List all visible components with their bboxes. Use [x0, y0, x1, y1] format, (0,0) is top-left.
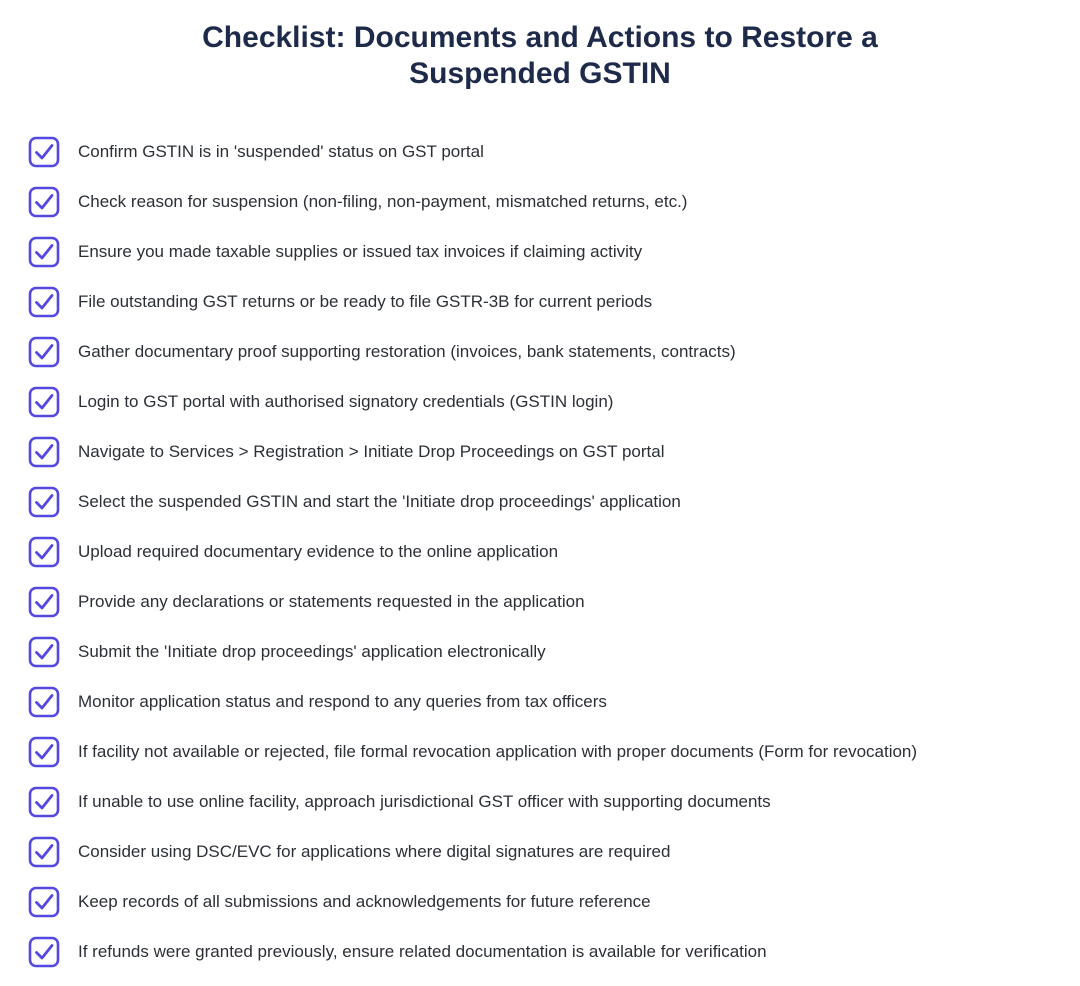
- checked-checkbox-icon[interactable]: [28, 936, 60, 968]
- checklist-item-9: [28, 536, 1068, 568]
- checklist-item-label: Check reason for suspension (non-filing, non-payment, mismatched returns, etc.): [78, 192, 688, 211]
- checklist-item-label: Consider using DSC/EVC for applications where digital signatures are required: [78, 842, 671, 861]
- checked-checkbox-icon[interactable]: [28, 286, 60, 318]
- checklist-item-10: [28, 586, 1068, 618]
- checklist-item-label: If unable to use online facility, approach jurisdictional GST officer with supporting documents: [78, 792, 771, 811]
- checked-checkbox-icon[interactable]: [28, 386, 60, 418]
- checklist-item-3: [28, 236, 1068, 268]
- checked-checkbox-icon[interactable]: [28, 136, 60, 168]
- checklist-item-4: [28, 286, 1068, 318]
- checklist-item-6: [28, 386, 1068, 418]
- checked-checkbox-icon[interactable]: [28, 486, 60, 518]
- checklist-item-17: [28, 936, 1068, 968]
- checklist-item-13: [28, 736, 1068, 768]
- checked-checkbox-icon[interactable]: [28, 436, 60, 468]
- checklist-item-label: If refunds were granted previously, ensure related documentation is available for verification: [78, 942, 767, 961]
- checklist-item-11: [28, 636, 1068, 668]
- checklist-item-label: Submit the 'Initiate drop proceedings' application electronically: [78, 642, 546, 661]
- checklist-item-label: Select the suspended GSTIN and start the 'Initiate drop proceedings' application: [78, 492, 681, 511]
- checked-checkbox-icon[interactable]: [28, 886, 60, 918]
- checklist-item-12: [28, 686, 1068, 718]
- page-title: [0, 20, 1080, 92]
- checklist-item-label: Login to GST portal with authorised signatory credentials (GSTIN login): [78, 392, 614, 411]
- checklist-item-2: [28, 186, 1068, 218]
- checklist-item-1: [28, 136, 1068, 168]
- checklist-item-label: Provide any declarations or statements requested in the application: [78, 592, 585, 611]
- checklist-item-label: Navigate to Services > Registration > Initiate Drop Proceedings on GST portal: [78, 442, 665, 461]
- checked-checkbox-icon[interactable]: [28, 186, 60, 218]
- checked-checkbox-icon[interactable]: [28, 536, 60, 568]
- checked-checkbox-icon[interactable]: [28, 336, 60, 368]
- checklist-item-label: Gather documentary proof supporting restoration (invoices, bank statements, contracts): [78, 342, 736, 361]
- checklist-item-label: Keep records of all submissions and acknowledgements for future reference: [78, 892, 651, 911]
- checklist-item-label: File outstanding GST returns or be ready to file GSTR-3B for current periods: [78, 292, 653, 311]
- checked-checkbox-icon[interactable]: [28, 636, 60, 668]
- checked-checkbox-icon[interactable]: [28, 586, 60, 618]
- checklist-item-7: [28, 436, 1068, 468]
- checklist-item-15: [28, 836, 1068, 868]
- checklist-item-14: [28, 786, 1068, 818]
- checked-checkbox-icon[interactable]: [28, 686, 60, 718]
- checklist-item-label: Upload required documentary evidence to the online application: [78, 542, 559, 561]
- checklist-item-5: [28, 336, 1068, 368]
- checklist: [28, 136, 1068, 986]
- checklist-item-label: Confirm GSTIN is in 'suspended' status on GST portal: [78, 142, 484, 161]
- checklist-item-16: [28, 886, 1068, 918]
- checked-checkbox-icon[interactable]: [28, 786, 60, 818]
- checklist-item-8: [28, 486, 1068, 518]
- page-title-line-1: Checklist: Documents and Actions to Restore a: [202, 21, 878, 54]
- checked-checkbox-icon[interactable]: [28, 236, 60, 268]
- page-title-line-2: Suspended GSTIN: [409, 57, 671, 90]
- checked-checkbox-icon[interactable]: [28, 736, 60, 768]
- checklist-item-label: Monitor application status and respond to any queries from tax officers: [78, 692, 607, 711]
- checked-checkbox-icon[interactable]: [28, 836, 60, 868]
- checklist-item-label: If facility not available or rejected, file formal revocation application with proper documents (Form for revocation): [78, 742, 918, 761]
- checklist-item-label: Ensure you made taxable supplies or issued tax invoices if claiming activity: [78, 242, 643, 261]
